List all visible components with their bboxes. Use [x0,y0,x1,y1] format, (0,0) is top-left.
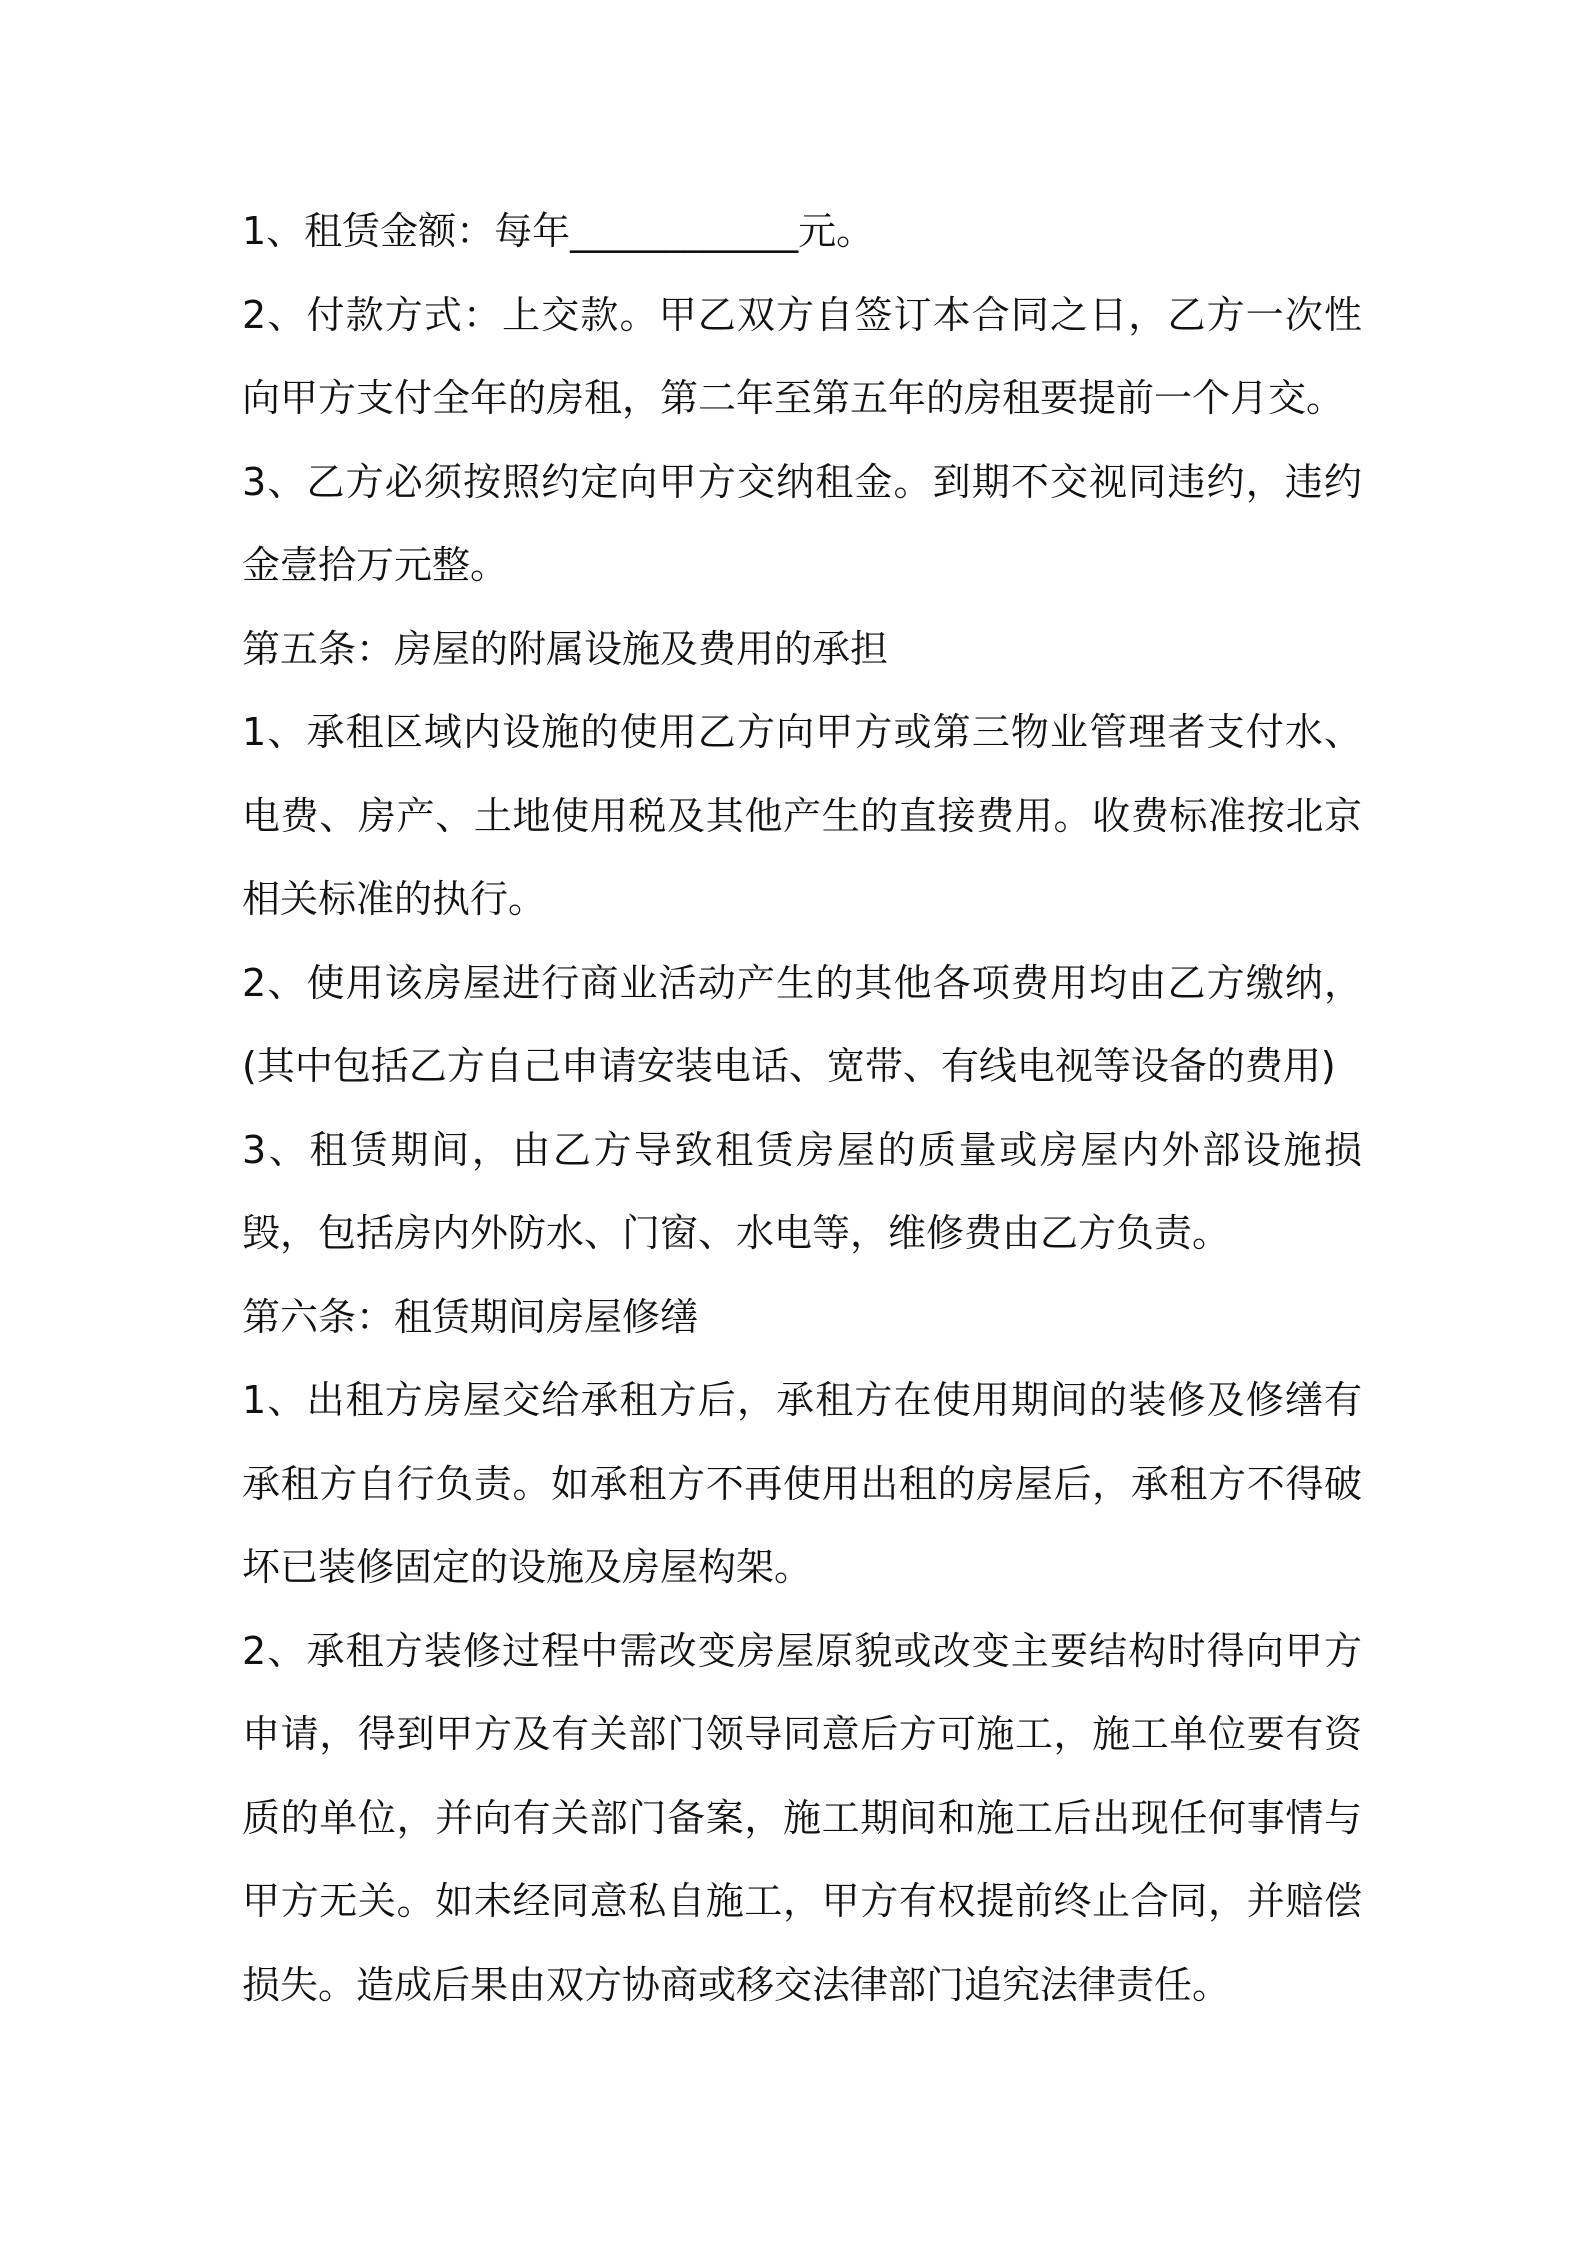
section-heading-article-5: 第五条：房屋的附属设施及费用的承担 [242,626,889,671]
document-page [242,190,1362,2027]
clause-renovation-responsibility: 1、出租方房屋交给承租方后，承租方在使用期间的装修及修缮有承租方自行负责。如承租方不再使用出租的房屋后，承租方不得破坏已装修固定的设施及房屋构架。 [242,1378,1362,1589]
clause-rent-amount: 1、租赁金额：每年____________元。 [242,209,875,253]
section-heading-article-6: 第六条：租赁期间房屋修缮 [242,1294,699,1339]
clause-payment-method: 2、付款方式：上交款。甲乙双方自签订本合同之日，乙方一次性向甲方支付全年的房租，第二年至第五年的房租要提前一个月交。 [242,292,1362,420]
clause-facility-fees: 1、承租区域内设施的使用乙方向甲方或第三物业管理者支付水、电费、房产、土地使用税及其他产生的直接费用。收费标准按北京相关标准的执行。 [242,710,1362,921]
clause-rent-payment-obligation: 3、乙方必须按照约定向甲方交纳租金。到期不交视同违约，违约金壹拾万元整。 [242,459,1362,587]
clause-structural-changes: 2、承租方装修过程中需改变房屋原貌或改变主要结构时得向甲方申请，得到甲方及有关部门领导同意后方可施工，施工单位要有资质的单位，并向有关部门备案，施工期间和施工后出现任何事情与甲方无关。如未经同意私自施工，甲方有权提前终止合同，并赔偿损失。造成后果由双方协商或移交法律部门追究法律责任。 [242,1628,1362,2007]
clause-damage-repair: 3、租赁期间，由乙方导致租赁房屋的质量或房屋内外部设施损毁，包括房内外防水、门窗、水电等，维修费由乙方负责。 [242,1127,1362,1255]
clause-commercial-fees: 2、使用该房屋进行商业活动产生的其他各项费用均由乙方缴纳，(其中包括乙方自己申请安装电话、宽带、有线电视等设备的费用) [242,960,1362,1088]
